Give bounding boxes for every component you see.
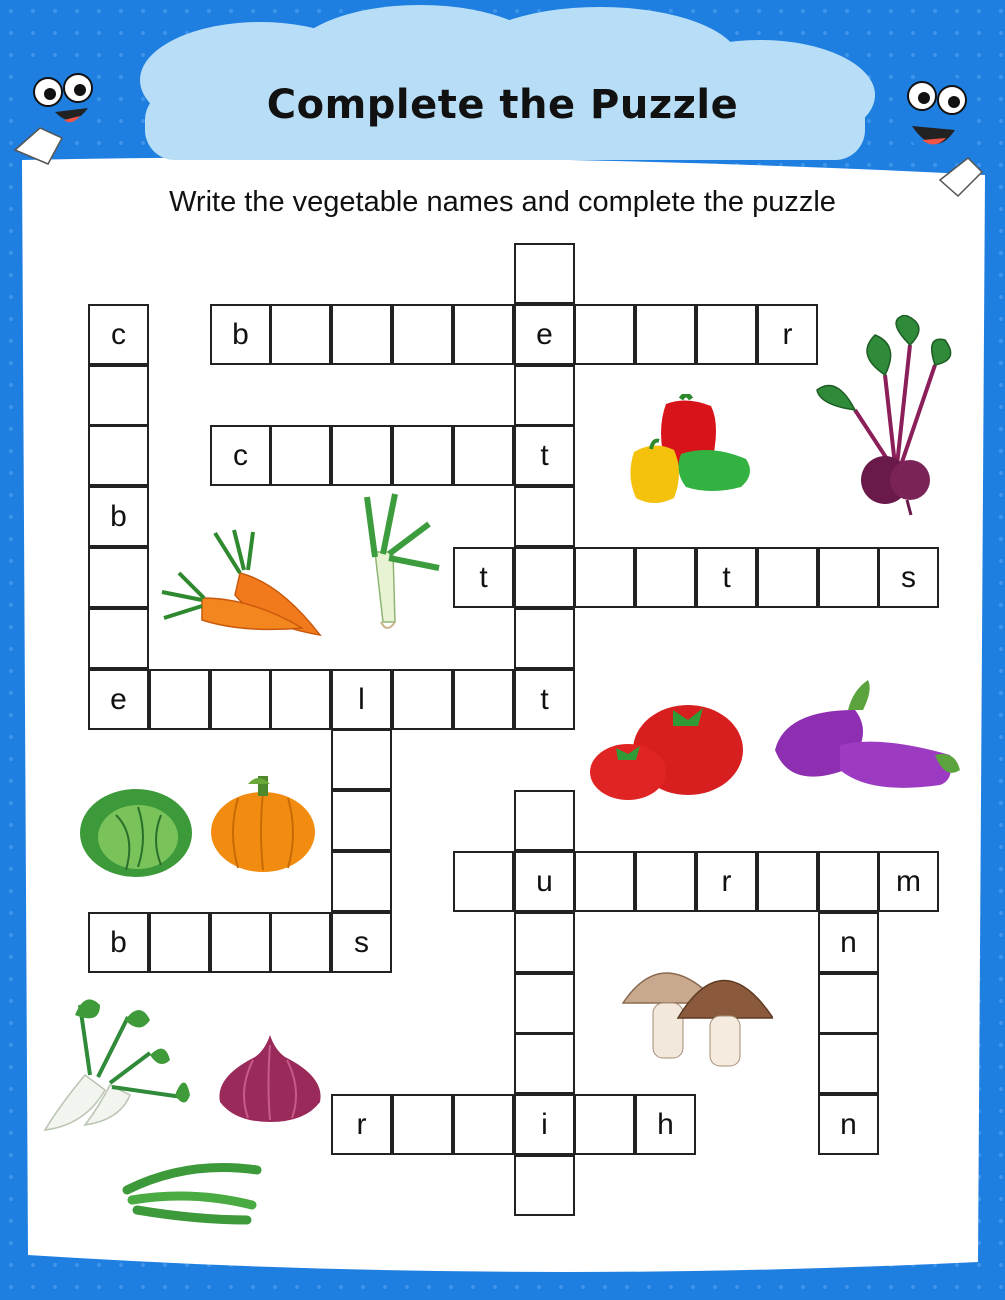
crossword-cell[interactable] bbox=[514, 790, 575, 851]
crossword-cell[interactable] bbox=[514, 547, 575, 608]
crossword-cell[interactable] bbox=[392, 304, 453, 365]
crossword-cell[interactable]: t bbox=[514, 425, 575, 486]
crossword-cell[interactable] bbox=[514, 912, 575, 973]
crossword-cell[interactable] bbox=[514, 365, 575, 426]
crossword-cell[interactable] bbox=[574, 1094, 635, 1155]
crossword-cell[interactable] bbox=[453, 425, 514, 486]
crossword-cell[interactable] bbox=[574, 547, 635, 608]
crossword-cell[interactable] bbox=[392, 1094, 453, 1155]
crossword-cell[interactable] bbox=[149, 912, 210, 973]
crossword-cell[interactable] bbox=[331, 304, 392, 365]
crossword-cell[interactable] bbox=[210, 669, 271, 730]
crossword-cell[interactable] bbox=[149, 669, 210, 730]
crossword-cell[interactable]: b bbox=[88, 486, 149, 547]
crossword-cell[interactable]: e bbox=[514, 304, 575, 365]
crossword-cell[interactable] bbox=[818, 851, 879, 912]
eggplants-icon bbox=[770, 675, 965, 795]
crossword-cell[interactable] bbox=[453, 1094, 514, 1155]
crossword-cell[interactable] bbox=[88, 425, 149, 486]
crossword-cell[interactable]: r bbox=[696, 851, 757, 912]
crossword-cell[interactable] bbox=[514, 486, 575, 547]
crossword-cell[interactable] bbox=[635, 547, 696, 608]
pumpkin-icon bbox=[208, 770, 318, 875]
onion-icon bbox=[215, 1030, 325, 1122]
green-beans-icon bbox=[122, 1160, 262, 1228]
crossword-cell[interactable]: n bbox=[818, 1094, 879, 1155]
crossword-cell[interactable] bbox=[392, 669, 453, 730]
crossword-cell[interactable] bbox=[331, 729, 392, 790]
page-subtitle: Write the vegetable names and complete the puzzle bbox=[169, 186, 836, 218]
crossword-cell[interactable]: e bbox=[88, 669, 149, 730]
crossword-cell[interactable]: h bbox=[635, 1094, 696, 1155]
crossword-cell[interactable] bbox=[635, 304, 696, 365]
crossword-cell[interactable] bbox=[392, 425, 453, 486]
crossword-cell[interactable] bbox=[453, 669, 514, 730]
crossword-cell[interactable] bbox=[88, 365, 149, 426]
crossword-cell[interactable] bbox=[696, 304, 757, 365]
crossword-cell[interactable] bbox=[453, 304, 514, 365]
bell-peppers-icon bbox=[626, 394, 756, 509]
crossword-cell[interactable]: b bbox=[88, 912, 149, 973]
crossword-cell[interactable] bbox=[88, 547, 149, 608]
crossword-cell[interactable]: l bbox=[331, 669, 392, 730]
crossword-cell[interactable] bbox=[757, 851, 818, 912]
crossword-cell[interactable] bbox=[574, 304, 635, 365]
crossword-cell[interactable] bbox=[757, 547, 818, 608]
crossword-cell[interactable] bbox=[270, 425, 331, 486]
crossword-cell[interactable] bbox=[514, 243, 575, 304]
crossword-cell[interactable]: n bbox=[818, 912, 879, 973]
carrots-icon bbox=[160, 528, 325, 640]
crossword-cell[interactable] bbox=[635, 851, 696, 912]
crossword-cell[interactable]: r bbox=[757, 304, 818, 365]
crossword-cell[interactable] bbox=[270, 912, 331, 973]
crossword-cell[interactable] bbox=[331, 851, 392, 912]
crossword-cell[interactable] bbox=[818, 1033, 879, 1094]
crossword-cell[interactable] bbox=[818, 547, 879, 608]
tomatoes-icon bbox=[588, 690, 748, 802]
crossword-cell[interactable]: b bbox=[210, 304, 271, 365]
crossword-cell[interactable]: c bbox=[210, 425, 271, 486]
crossword-cell[interactable] bbox=[574, 851, 635, 912]
crossword-cell[interactable] bbox=[818, 973, 879, 1034]
crossword-cell[interactable] bbox=[270, 304, 331, 365]
crossword-cell[interactable]: m bbox=[878, 851, 939, 912]
crossword-cell[interactable] bbox=[514, 973, 575, 1034]
crossword-cell[interactable]: s bbox=[331, 912, 392, 973]
crossword-cell[interactable] bbox=[88, 608, 149, 669]
page-title: Complete the Puzzle bbox=[266, 82, 739, 128]
crossword-cell[interactable]: c bbox=[88, 304, 149, 365]
crossword-cell[interactable]: r bbox=[331, 1094, 392, 1155]
crossword-cell[interactable]: s bbox=[878, 547, 939, 608]
crossword-cell[interactable] bbox=[453, 851, 514, 912]
crossword-cell[interactable] bbox=[331, 790, 392, 851]
crossword-cell[interactable] bbox=[331, 425, 392, 486]
crossword-cell[interactable]: t bbox=[453, 547, 514, 608]
crossword-cell[interactable]: t bbox=[696, 547, 757, 608]
crossword-cell[interactable] bbox=[514, 608, 575, 669]
crossword-cell[interactable]: i bbox=[514, 1094, 575, 1155]
crossword-cell[interactable]: t bbox=[514, 669, 575, 730]
beetroot-icon bbox=[815, 315, 955, 520]
crossword-cell[interactable] bbox=[210, 912, 271, 973]
crossword-cell[interactable] bbox=[514, 1033, 575, 1094]
cabbage-icon bbox=[76, 785, 196, 880]
radish-icon bbox=[40, 995, 190, 1135]
crossword-cell[interactable] bbox=[514, 1155, 575, 1216]
crossword-cell[interactable]: u bbox=[514, 851, 575, 912]
leek-icon bbox=[345, 492, 445, 637]
crossword-cell[interactable] bbox=[270, 669, 331, 730]
mushrooms-icon bbox=[618, 958, 773, 1070]
